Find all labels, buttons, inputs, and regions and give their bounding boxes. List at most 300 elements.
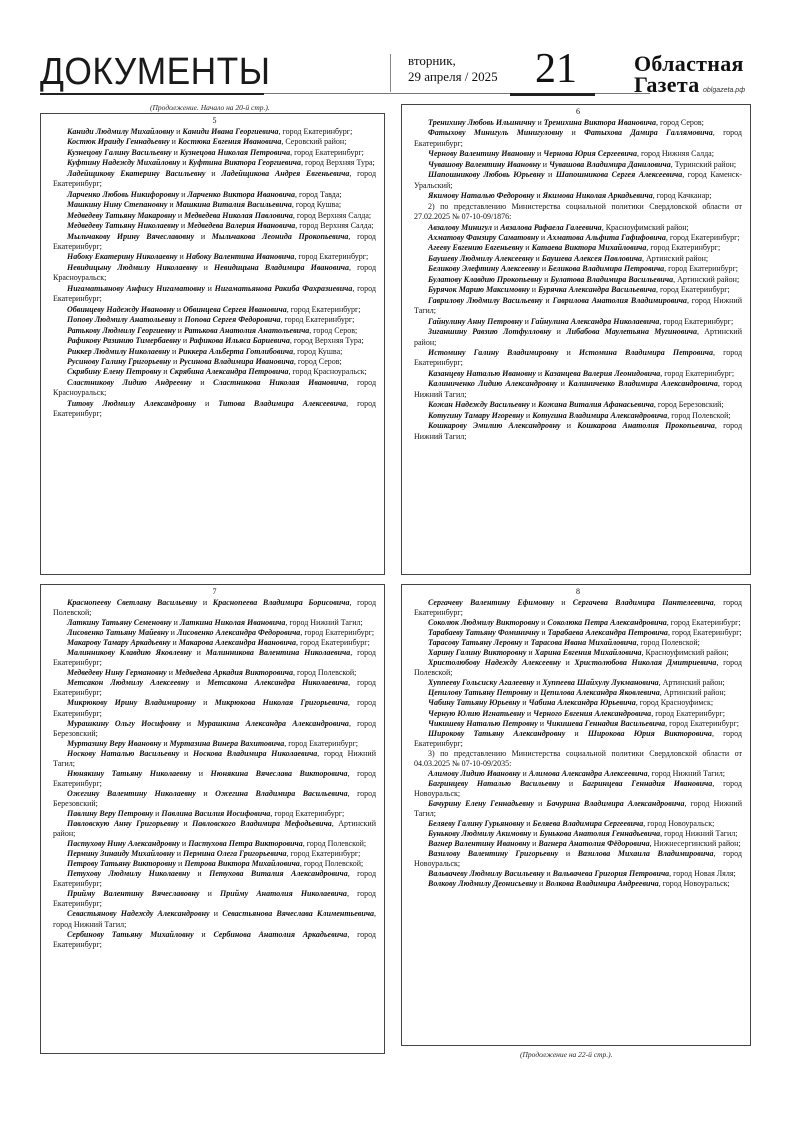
residence: , Туринский район;	[670, 159, 737, 169]
spouse-name: Латкину Татьяну Семеновну	[67, 618, 172, 628]
award-entry	[414, 829, 742, 839]
residence: , город Серов;	[656, 118, 704, 127]
residence: , Артинский район;	[658, 678, 725, 688]
conjunction: и	[179, 748, 193, 758]
column-number: 8	[576, 587, 580, 596]
spouse-name: Вазилову Валентину Григорьевну	[428, 849, 559, 859]
column-number: 7	[212, 587, 217, 596]
document-column-8	[401, 584, 751, 1046]
award-entry	[53, 668, 376, 678]
spouse-name: Тарабаеву Татьяну Фоминичну	[428, 628, 540, 638]
residence: , город Екатеринбург;	[665, 232, 740, 242]
award-entry	[414, 709, 742, 719]
award-entry	[414, 254, 742, 264]
conjunction: и	[197, 598, 213, 607]
award-entry	[414, 769, 742, 779]
spouse-name: Вагнера Анатолия Фёдоровича	[538, 839, 650, 849]
award-entry	[414, 348, 742, 369]
residence: , город Нижний Тагил;	[414, 798, 742, 818]
conjunction: и	[553, 598, 573, 607]
award-entry	[53, 200, 376, 210]
conjunction: и	[161, 367, 170, 377]
conjunction: и	[539, 264, 548, 274]
conjunction: и	[169, 137, 178, 147]
spouse-name: Тарабаева Александра Петровича	[547, 628, 668, 638]
spouse-name: Мурашкина Александра Александровича	[197, 718, 349, 728]
spouse-name: Муртазина Винера Вахитовича	[169, 738, 285, 748]
award-entry	[414, 688, 742, 698]
residence: , город Красноуральск;	[53, 262, 377, 283]
spouse-name: Кузнецову Галину Васильевну	[67, 147, 172, 157]
residence: , город Березовский;	[53, 718, 377, 738]
award-entry	[53, 158, 376, 168]
award-entry	[414, 327, 742, 348]
spouse-name: Машкину Нину Степановну	[67, 200, 168, 210]
award-entry	[53, 889, 376, 909]
award-entry	[53, 148, 376, 158]
spouse-name: Харина Евгения Михайловича	[534, 648, 642, 658]
spouse-name: Ожегина Владимира Васильевича	[215, 788, 348, 798]
residence: , город Екатеринбург;	[651, 708, 725, 718]
conjunction: и	[175, 210, 185, 220]
conjunction: и	[534, 149, 544, 159]
residence: , город Екатеринбург;	[667, 628, 742, 638]
conjunction: и	[558, 849, 578, 859]
spouse-name: Баушева Алексея Павловича	[541, 253, 643, 263]
award-entry	[414, 317, 742, 327]
residence: , Артинский район;	[659, 688, 726, 698]
residence: , город Нижний Тагил;	[414, 421, 743, 441]
conjunction: и	[178, 819, 193, 829]
award-entry	[414, 243, 742, 253]
spouse-name: Катаева Виктора Михайловича	[531, 243, 647, 253]
spouse-name: Котугина Владимира Александровича	[532, 410, 668, 420]
spouse-name: Христолюбова Николая Дмитриевича	[574, 658, 717, 668]
newspaper-site: oblgazeta.рф	[703, 87, 746, 94]
conjunction: и	[179, 839, 189, 849]
spouse-name: Агееву Евгению Евгеньевну	[428, 243, 524, 253]
spouse-name: Широкова Юрия Викторовича	[587, 728, 712, 738]
section-title: ДОКУМЕНТЫ	[40, 51, 271, 93]
conjunction: и	[169, 346, 179, 356]
issue-date: 29 апреля / 2025	[408, 69, 498, 84]
spouse-name: Медведева Валерия Ивановича	[187, 221, 296, 231]
residence: , город Полевской;	[414, 658, 742, 678]
conjunction: и	[522, 316, 531, 326]
residence: , город Полевской;	[302, 839, 367, 849]
newspaper-logo-line2: Газета	[634, 72, 700, 97]
conjunction: и	[174, 849, 183, 859]
conjunction: и	[523, 243, 532, 253]
conjunction: и	[179, 189, 188, 199]
entries-list	[414, 118, 742, 442]
residence: , город Екатеринбург;	[665, 718, 739, 728]
spouse-name: Пермина Олега Григорьевича	[182, 849, 287, 859]
residence: , город Полевской;	[292, 668, 357, 678]
spouse-name: Мыльчакова Леонида Прокопьевича	[211, 231, 349, 241]
conjunction: и	[535, 368, 545, 378]
conjunction: и	[180, 718, 198, 728]
residence: , город Качканар;	[652, 191, 712, 201]
award-entry	[414, 698, 742, 708]
conjunction: и	[194, 231, 212, 241]
spouse-name: Риккер Людмилу Николаевну	[67, 346, 170, 356]
conjunction: и	[539, 618, 548, 628]
conjunction: и	[178, 221, 188, 231]
conjunction: и	[153, 808, 162, 818]
conjunction: и	[539, 628, 548, 638]
spouse-name: Шапошникову Любовь Юрьевну	[428, 170, 545, 180]
conjunction: и	[523, 410, 533, 420]
spouse-name: Нюнякина Вячеслава Викторовича	[210, 768, 348, 778]
residence: , Красноуфимский район;	[641, 648, 729, 658]
residence: , город Верхняя Тура;	[301, 158, 375, 168]
spouse-name: Авзалову Минигул	[428, 222, 493, 232]
spouse-name: Хуппееву Гольсиску Агалеевну	[428, 678, 535, 688]
spouse-name: Набоку Валентина Ивановича	[185, 252, 295, 262]
residence: , город Нижняя Салда;	[636, 149, 714, 159]
spouse-name: Лисовенко Александра Федоровича	[176, 628, 301, 638]
residence: , город Верхняя Салда;	[295, 221, 374, 231]
award-entry	[414, 648, 742, 658]
conjunction: и	[529, 400, 538, 410]
award-entry	[53, 819, 376, 839]
spouse-name: Петухову Людмилу Николаевну	[67, 869, 191, 879]
spouse-name: Якимову Наталью Федоровну	[428, 191, 535, 201]
spouse-name: Медведеву Татьяну Николаевну	[67, 221, 179, 231]
conjunction: и	[197, 262, 215, 272]
spouse-name: Сергачева Владимира Пантелеевича	[572, 598, 714, 607]
residence: , город Каменск-Уральский;	[414, 170, 743, 190]
spouse-name: Истомину Галину Владимировну	[428, 347, 559, 357]
spouse-name: Ратькову Людмилу Георгиевну	[67, 325, 176, 335]
conjunction: и	[171, 618, 180, 628]
award-entry	[53, 839, 376, 849]
conjunction: и	[161, 738, 170, 748]
spouse-name: Павлину Веру Петровну	[67, 808, 154, 818]
spouse-name: Каниди Ивана Георгиевича	[182, 127, 279, 136]
continuation-note-top: (Продолжение. Начало на 20-й стр.).	[150, 103, 270, 112]
spouse-name: Шапошникова Сергея Алексеевича	[555, 170, 683, 180]
spouse-name: Ратькова Анатолия Анатольевича	[183, 325, 310, 335]
section-title-underline	[40, 93, 264, 95]
award-entry	[414, 170, 742, 191]
spouse-name: Широкову Татьяну Александровну	[428, 728, 566, 738]
residence: , город Екатеринбург;	[53, 929, 376, 949]
conjunction: и	[537, 879, 546, 889]
residence: , город Нижний Тагил;	[53, 748, 376, 768]
award-entry	[53, 169, 376, 190]
award-entry	[53, 869, 376, 889]
spouse-name: Медведеву Татьяну Макаровну	[67, 210, 176, 220]
spouse-name: Машкина Виталия Васильевича	[175, 200, 292, 210]
spouse-name: Набоку Екатерину Николаевну	[67, 252, 178, 262]
conjunction: и	[560, 421, 578, 431]
spouse-name: Метсакона Александра Николаевича	[207, 678, 349, 688]
spouse-name: Ахматову Фанзиру Саматовну	[428, 232, 539, 242]
spouse-name: Попову Людмилу Анатольевну	[67, 315, 177, 325]
residence: , город Березовский;	[653, 400, 724, 410]
spouse-name: Алимову Лидию Ивановну	[428, 768, 521, 778]
spouse-name: Павлина Василия Иосифовича	[161, 808, 271, 818]
award-entry	[53, 859, 376, 869]
spouse-name: Вальвачеву Людмилу Васильевну	[428, 869, 545, 879]
residence: , город Екатеринбург;	[646, 243, 721, 253]
spouse-name: Беликова Владимира Петровича	[548, 264, 665, 274]
spouse-name: Ахматова Альфита Гафифовича	[547, 232, 666, 242]
award-entry	[53, 739, 376, 749]
spouse-name: Гайнулину Анну Петровну	[428, 316, 523, 326]
conjunction: и	[551, 327, 567, 337]
award-entry	[53, 252, 376, 262]
spouse-name: Волкова Владимира Андреевича	[545, 879, 659, 889]
spouse-name: Краснопеева Владимира Борисовича	[212, 598, 350, 607]
spouse-name: Титову Людмилу Александровну	[67, 398, 197, 408]
spouse-name: Сергачеву Валентину Ефимовну	[428, 598, 554, 607]
residence: , город Екатеринбург;	[53, 283, 376, 304]
document-column-5	[40, 113, 385, 575]
award-entry	[414, 879, 742, 889]
conjunction: и	[542, 295, 553, 305]
residence: , Артинский район;	[642, 253, 709, 263]
conjunction: и	[534, 678, 543, 688]
continuation-note-bottom: (Продолжение на 22-й стр.).	[520, 1050, 613, 1059]
spouse-name: Метсакон Людмилу Алексеевну	[67, 678, 189, 688]
award-entry	[53, 698, 376, 718]
spouse-name: Бунькову Людмилу Акимовну	[428, 829, 532, 839]
award-entry	[414, 379, 742, 400]
spouse-name: Кожан Надежду Васильевну	[428, 400, 530, 410]
residence: , город Екатеринбург;	[53, 398, 377, 419]
conjunction: и	[191, 648, 206, 658]
spouse-name: Куфтина Виктора Георгиевича	[188, 158, 302, 168]
spouse-name: Тренихина Виктора Ивановича	[543, 118, 656, 127]
conjunction: и	[191, 768, 211, 778]
residence: , город Нижний Тагил;	[414, 379, 742, 399]
conjunction: и	[531, 688, 541, 698]
residence: , город Екатеринбург;	[414, 347, 743, 368]
spouse-name: Носкову Наталью Васильевну	[67, 748, 180, 758]
spouse-name: Тарасова Ивана Михайловича	[530, 638, 637, 648]
award-entry	[53, 749, 376, 769]
residence: , город Екатеринбург;	[53, 168, 377, 189]
spouse-name: Русинова Владимира Ивановича	[179, 356, 294, 366]
residence: , город Серов;	[309, 325, 358, 335]
award-entry	[414, 869, 742, 879]
residence: , город Екатеринбург;	[655, 285, 730, 295]
spouse-name: Калиниченко Лидию Александровну	[428, 379, 558, 389]
residence: , Артинский район;	[673, 274, 740, 284]
residence: , город Полевской;	[299, 859, 364, 869]
spouse-name: Чувашову Валентину Ивановну	[428, 159, 541, 169]
spouse-name: Макарова Александра Ивановича	[178, 638, 296, 648]
conjunction: и	[530, 839, 539, 849]
conjunction: и	[175, 325, 184, 335]
conjunction: и	[180, 336, 190, 346]
spouse-name: Нигаматьянова Ракиба Фахразиевича	[214, 283, 353, 293]
entries-list	[414, 598, 742, 889]
award-entry	[414, 638, 742, 648]
conjunction: и	[537, 718, 547, 728]
spouse-name: Костюка Евгения Ивановича	[177, 137, 282, 147]
spouse-name: Тарасову Татьяну Леровну	[428, 638, 523, 648]
award-entry	[414, 618, 742, 628]
spouse-name: Севастьянову Надежду Александровну	[67, 909, 210, 919]
newspaper-logo-line1: Областная	[634, 51, 744, 76]
conjunction: и	[191, 377, 214, 387]
spouse-name: Гаврилову Людмилу Васильевну	[428, 295, 543, 305]
conjunction: и	[533, 798, 547, 808]
conjunction: и	[544, 170, 556, 180]
residence: , город Новоуральск;	[414, 849, 743, 869]
spouse-name: Цепилова Александра Яковлевича	[540, 688, 660, 698]
award-entry	[414, 160, 742, 170]
spouse-name: Багринцеву Наталью Васильевну	[428, 778, 561, 788]
award-entry	[414, 202, 742, 223]
residence: , город Екатеринбург;	[53, 698, 377, 718]
spouse-name: Чувашова Владимира Даниловича	[548, 159, 671, 169]
conjunction: и	[520, 768, 529, 778]
residence: , город Полевской;	[636, 638, 700, 648]
residence: , город Красноуфимск;	[635, 698, 714, 708]
residence: , город Екатеринбург;	[414, 128, 742, 148]
spouse-name: Хуппеева Шайхулу Лукмановича	[542, 678, 659, 688]
residence: , город Екатеринбург;	[659, 316, 734, 326]
spouse-name: Нигаматьянову Анфису Нигаматовну	[67, 283, 205, 293]
spouse-name: Нюнякину Татьяну Николаевну	[67, 768, 192, 778]
spouse-name: Медведева Николая Павловича	[184, 210, 293, 220]
residence: , город Тавда;	[295, 189, 342, 199]
spouse-name: Соколюк Людмилу Викторовну	[428, 618, 540, 628]
spouse-name: Христолюбову Надежду Алексеевну	[428, 658, 561, 668]
award-entry	[53, 628, 376, 638]
spouse-name: Латкина Николая Ивановича	[179, 618, 286, 628]
award-entry	[53, 305, 376, 315]
spouse-name: Пастухова Петра Викторовича	[188, 839, 303, 849]
award-entry	[414, 275, 742, 285]
award-entry	[414, 223, 742, 233]
award-entry	[53, 378, 376, 399]
award-entry	[414, 779, 742, 799]
spouse-name: Рафикова Ильяса Бариевича	[189, 336, 290, 346]
entries-list	[53, 127, 376, 420]
spouse-name: Невидицына Владимира Ивановича	[214, 262, 350, 272]
decree-reference: 2) по представлению Министерства социальной политики Свердловской области от 27.02.2025 № 07-10-09/1876:	[414, 201, 742, 222]
award-entry	[414, 421, 742, 442]
spouse-name: Титова Владимира Алексеевича	[218, 398, 347, 408]
award-entry	[53, 221, 376, 231]
award-entry	[53, 789, 376, 809]
award-entry	[414, 191, 742, 201]
conjunction: и	[558, 347, 579, 357]
spouse-name: Харину Галину Викторовну	[428, 648, 527, 658]
spouse-name: Микрюкову Ирину Владимировну	[67, 698, 196, 708]
residence: , город Екатеринбург;	[280, 315, 355, 325]
spouse-name: Истомина Владимира Петровича	[578, 347, 713, 357]
spouse-name: Цепилову Татьяну Петровну	[428, 688, 532, 698]
conjunction: и	[538, 232, 548, 242]
spouse-name: Муртазину Веру Ивановну	[67, 738, 162, 748]
award-entry	[414, 658, 742, 678]
spouse-name: Чикишева Геннадия Васильевича	[546, 718, 666, 728]
conjunction: и	[167, 200, 176, 210]
award-entry	[53, 809, 376, 819]
award-entry	[414, 369, 742, 379]
spouse-name: Авзалова Рафаела Галеевича	[500, 222, 602, 232]
conjunction: и	[196, 398, 219, 408]
residence: , город Нижний Тагил;	[53, 909, 377, 929]
spouse-name: Прийму Валентину Вячеславовну	[67, 889, 200, 899]
spouse-name: Чабину Татьяну Юрьевну	[428, 698, 521, 708]
spouse-name: Сластникову Лидию Андреевну	[67, 377, 192, 387]
spouse-name: Лисовенко Татьяну Майевну	[67, 628, 169, 638]
conjunction: и	[170, 638, 179, 648]
residence: , город Екатеринбург;	[286, 849, 361, 859]
residence: , город Березовский;	[53, 788, 377, 808]
spouse-name: Калиниченко Владимира Александровича	[568, 379, 718, 389]
conjunction: и	[544, 869, 553, 879]
spouse-name: Бачурина Владимира Александровича	[546, 798, 685, 808]
spouse-name: Ладейщикову Екатерину Васильевну	[67, 168, 206, 178]
page-number-bar	[510, 93, 595, 96]
award-entry	[414, 149, 742, 159]
conjunction: и	[199, 889, 221, 899]
conjunction: и	[557, 379, 569, 389]
issue-weekday: вторник,	[408, 53, 456, 68]
spouse-name: Павловского Владимира Мефодьевича	[192, 819, 332, 829]
residence: , город Верхняя Салда;	[292, 210, 372, 220]
spouse-name: Малинникова Валентина Николаевича	[205, 648, 351, 658]
conjunction: и	[195, 788, 216, 798]
conjunction: и	[176, 859, 185, 869]
spouse-name: Гайнулина Александра Николаевича	[530, 316, 660, 326]
award-entry	[53, 263, 376, 284]
spouse-name: Гаврилова Анатолия Владимировича	[552, 295, 687, 305]
conjunction: и	[170, 356, 180, 366]
award-entry	[53, 357, 376, 367]
award-entry	[53, 347, 376, 357]
spouse-name: Чабина Александра Юрьевича	[528, 698, 636, 708]
award-entry	[53, 232, 376, 253]
conjunction: и	[190, 869, 210, 879]
award-entry	[53, 399, 376, 420]
spouse-name: Ларченко Виктора Ивановича	[187, 189, 296, 199]
award-entry	[414, 233, 742, 243]
spouse-name: Булатова Владимира Васильевича	[550, 274, 674, 284]
conjunction: и	[533, 253, 542, 263]
spouse-name: Фатыхова Дамира Галлямовича	[584, 128, 713, 138]
spouse-name: Вазилова Михаила Владимировича	[577, 849, 714, 859]
conjunction: и	[180, 158, 189, 168]
conjunction: и	[188, 678, 208, 688]
spouse-name: Куфтину Надежду Михайловну	[67, 158, 181, 168]
conjunction: и	[174, 127, 183, 136]
conjunction: и	[542, 274, 551, 284]
page-header	[40, 46, 752, 100]
residence: , город Екатеринбург;	[270, 808, 345, 818]
conjunction: и	[534, 191, 543, 201]
spouse-name: Беляеву Галину Гурьяновну	[428, 819, 525, 829]
residence: , город Екатеринбург;	[53, 231, 376, 251]
page-number: 21	[535, 46, 577, 92]
spouse-name: Сластникова Николая Ивановича	[213, 377, 347, 387]
award-entry	[414, 285, 742, 295]
spouse-name: Ладейщикова Андрея Евгеньевича	[221, 168, 350, 178]
award-entry	[414, 719, 742, 729]
residence: , город Екатеринбург;	[290, 147, 364, 157]
spouse-name: Носкова Владимира Николаевича	[192, 748, 318, 758]
conjunction: и	[205, 168, 222, 178]
